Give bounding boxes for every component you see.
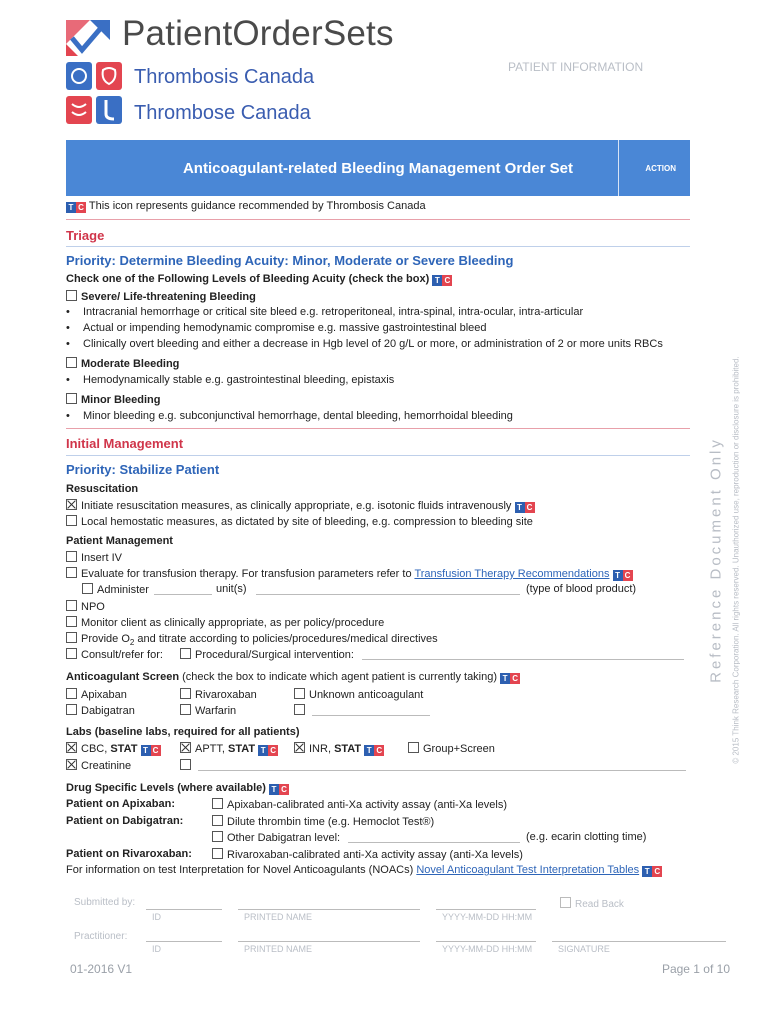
reference-watermark: Reference Document Only: [707, 437, 725, 683]
rivaroxaban-patient-label: Patient on Rivaroxaban:: [66, 848, 192, 860]
noac-tables-link[interactable]: Novel Anticoagulant Test Interpretation Tables: [416, 864, 640, 876]
severe-bleeding-checkbox[interactable]: [66, 290, 77, 301]
resuscitation-option-2[interactable]: Local hemostatic measures, as dictated by site of bleeding, e.g. compression to bleeding site: [66, 515, 533, 528]
patient-management-label: Patient Management: [66, 535, 173, 547]
moderate-bleeding-checkbox[interactable]: [66, 357, 77, 368]
resuscitation-label: Resuscitation: [66, 483, 139, 495]
divider: [66, 428, 690, 429]
administer-amount-field[interactable]: [154, 594, 212, 595]
transfusion-option[interactable]: Evaluate for transfusion therapy. For transfusion parameters refer to Transfusion Therapy Recommendations T C: [66, 567, 633, 581]
practitioner-date-field[interactable]: [436, 941, 536, 942]
administer-option[interactable]: Administer: [82, 583, 149, 596]
title-banner: [66, 140, 690, 196]
units-field[interactable]: [256, 594, 520, 595]
rivaroxaban-test-option[interactable]: Rivaroxaban-calibrated anti-Xa activity assay (anti-Xa levels): [212, 848, 523, 861]
date-caption: YYYY-MM-DD HH:MM: [442, 912, 533, 922]
rivaroxaban-option[interactable]: Rivaroxaban: [180, 688, 257, 701]
group-screen-option[interactable]: Group+Screen: [408, 742, 495, 755]
procedural-field[interactable]: [362, 659, 684, 660]
apixaban-checkbox[interactable]: [66, 688, 77, 699]
thrombosis-canada-logo-icon: [66, 62, 124, 126]
patient-information-label: PATIENT INFORMATION: [508, 60, 644, 74]
tc-guidance-icon: T C: [258, 745, 278, 756]
org-name-fr: Thrombose Canada: [134, 102, 311, 124]
procedural-checkbox[interactable]: [180, 648, 191, 659]
creatinine-option[interactable]: Creatinine: [66, 759, 131, 772]
divider: [66, 219, 690, 220]
brand-name: PatientOrderSets: [122, 14, 394, 53]
npo-checkbox[interactable]: [66, 600, 77, 611]
minor-bleeding-checkbox[interactable]: [66, 393, 77, 404]
other-dabigatran-checkbox[interactable]: [212, 831, 223, 842]
apixaban-test-checkbox[interactable]: [212, 798, 223, 809]
consult-checkbox[interactable]: [66, 648, 77, 659]
id-caption: ID: [152, 912, 161, 922]
tc-guidance-icon: T C: [642, 866, 662, 877]
patientordersets-logo-icon: [66, 16, 110, 56]
printed-name-caption: PRINTED NAME: [244, 944, 313, 954]
page-title: Anticoagulant-related Bleeding Management Order Set: [182, 160, 574, 177]
apixaban-option[interactable]: Apixaban: [66, 688, 127, 701]
minor-bleeding-option[interactable]: Minor Bleeding: [66, 393, 160, 406]
warfarin-checkbox[interactable]: [180, 704, 191, 715]
units-label: unit(s): [216, 583, 247, 595]
practitioner-signature-field[interactable]: [552, 941, 726, 942]
date-caption: YYYY-MM-DD HH:MM: [442, 944, 533, 954]
aptt-option[interactable]: APTT, STAT T C: [180, 742, 278, 756]
monitor-checkbox[interactable]: [66, 616, 77, 627]
npo-option[interactable]: NPO: [66, 600, 105, 613]
org-name-en: Thrombosis Canada: [134, 66, 315, 88]
apixaban-test-option[interactable]: Apixaban-calibrated anti-Xa activity assay (anti-Xa levels): [212, 798, 507, 811]
oxygen-checkbox[interactable]: [66, 632, 77, 643]
oxygen-option[interactable]: Provide $O_2$ and titrate according to policies/procedures/medical directives: [66, 632, 438, 647]
other-lab-field[interactable]: [198, 770, 686, 771]
dabigatran-test-option[interactable]: Dilute thrombin time (e.g. Hemoclot Test®): [212, 815, 434, 828]
dabigatran-patient-label: Patient on Dabigatran:: [66, 815, 184, 827]
list-item: • Minor bleeding e.g. subconjunctival hemorrhage, dental bleeding, hemorrhoidal bleeding: [66, 410, 513, 422]
resuscitation-option-1[interactable]: Initiate resuscitation measures, as clinically appropriate, e.g. isotonic fluids intravenously T C: [66, 499, 535, 513]
tc-guidance-icon: T C: [269, 784, 289, 795]
rivaroxaban-test-checkbox[interactable]: [212, 848, 223, 859]
transfusion-recommendations-link[interactable]: Transfusion Therapy Recommendations: [414, 568, 610, 580]
list-item: • Actual or impending hemodynamic compromise e.g. massive gastrointestinal bleed: [66, 322, 487, 334]
cbc-option[interactable]: CBC, STAT T C: [66, 742, 161, 756]
practitioner-name-field[interactable]: [238, 941, 420, 942]
action-column: [618, 140, 690, 196]
list-item: • Hemodynamically stable e.g. gastrointestinal bleeding, epistaxis: [66, 374, 395, 386]
tc-guidance-icon: T C: [500, 673, 520, 684]
anticoagulant-screen-label: Anticoagulant Screen (check the box to indicate which agent patient is currently taking) T C: [66, 671, 520, 684]
icon-note: [66, 200, 426, 213]
other-dabigatran-field[interactable]: [348, 842, 520, 843]
practitioner-label: Practitioner:: [74, 931, 128, 942]
icon-note-text: This icon represents guidance recommended by Thrombosis Canada: [88, 200, 426, 212]
other-lab-option[interactable]: [180, 759, 195, 772]
read-back-option[interactable]: Read Back: [560, 897, 624, 910]
submitted-name-field[interactable]: [238, 909, 420, 910]
blood-type-label: (type of blood product): [526, 583, 637, 595]
version-label: 01-2016 V1: [70, 962, 133, 976]
ecarin-note: (e.g. ecarin clotting time): [526, 831, 647, 843]
aptt-checkbox[interactable]: [180, 742, 191, 753]
transfusion-checkbox[interactable]: [66, 567, 77, 578]
list-item: • Clinically overt bleeding and either a decrease in Hgb level of 20 g/L or more, or administration of 2 or more units RBCs: [66, 338, 663, 350]
submitted-by-label: Submitted by:: [74, 897, 136, 908]
tc-guidance-icon: T C: [66, 202, 86, 213]
inr-checkbox[interactable]: [294, 742, 305, 753]
tc-guidance-icon: T C: [613, 570, 633, 581]
printed-name-caption: PRINTED NAME: [244, 912, 313, 922]
cbc-checkbox[interactable]: [66, 742, 77, 753]
page-number: Page 1 of 10: [661, 962, 730, 976]
unknown-anticoagulant-option[interactable]: Unknown anticoagulant: [294, 688, 423, 701]
labs-label: Labs (baseline labs, required for all patients): [66, 726, 300, 738]
consult-option[interactable]: Consult/refer for:: [66, 648, 163, 661]
other-dabigatran-option[interactable]: Other Dabigatran level:: [212, 831, 340, 844]
submitted-id-field[interactable]: [146, 909, 222, 910]
section-triage-heading: Triage: [66, 228, 105, 243]
hemostatic-checkbox[interactable]: [66, 515, 77, 526]
warfarin-option[interactable]: Warfarin: [180, 704, 236, 717]
copyright-notice: © 2015 Think Research Corporation. All rights reserved. Unauthorized use, reproduction or disclosure is prohibited.: [731, 356, 741, 764]
other-lab-checkbox[interactable]: [180, 759, 191, 770]
group-screen-checkbox[interactable]: [408, 742, 419, 753]
rivaroxaban-checkbox[interactable]: [180, 688, 191, 699]
other-anticoagulant-checkbox[interactable]: [294, 704, 305, 715]
insert-iv-checkbox[interactable]: [66, 551, 77, 562]
tc-guidance-icon: T C: [515, 502, 535, 513]
resuscitation-checkbox[interactable]: [66, 499, 77, 510]
noac-info: For information on test Interpretation for Novel Anticoagulants (NOACs) Novel Anticoagulant Test Interpretation Tables T C: [66, 864, 662, 877]
submitted-date-field[interactable]: [436, 909, 536, 910]
triage-priority: Priority: Determine Bleeding Acuity: Minor, Moderate or Severe Bleeding: [66, 253, 514, 268]
creatinine-checkbox[interactable]: [66, 759, 77, 770]
other-anticoagulant-field[interactable]: [312, 715, 430, 716]
apixaban-patient-label: Patient on Apixaban:: [66, 798, 175, 810]
dabigatran-option[interactable]: Dabigatran: [66, 704, 135, 717]
drug-levels-label: Drug Specific Levels (where available) T C: [66, 782, 289, 795]
monitor-option[interactable]: Monitor client as clinically appropriate, as per policy/procedure: [66, 616, 384, 629]
other-anticoagulant-option[interactable]: [294, 704, 309, 717]
administer-checkbox[interactable]: [82, 583, 93, 594]
acuity-prompt: Check one of the Following Levels of Bleeding Acuity (check the box) T C: [66, 273, 452, 286]
severe-bleeding-option[interactable]: Severe/ Life-threatening Bleeding: [66, 290, 256, 303]
procedural-option[interactable]: Procedural/Surgical intervention:: [180, 648, 354, 661]
action-label: ACTION: [645, 164, 676, 173]
tc-guidance-icon: T C: [364, 745, 384, 756]
initial-priority: Priority: Stabilize Patient: [66, 462, 220, 477]
signature-caption: SIGNATURE: [558, 944, 610, 954]
insert-iv-option[interactable]: Insert IV: [66, 551, 122, 564]
unknown-anticoagulant-checkbox[interactable]: [294, 688, 305, 699]
list-item: • Intracranial hemorrhage or critical site bleed e.g. retroperitoneal, intra-spinal, intra-ocular, intra-articular: [66, 306, 584, 318]
inr-option[interactable]: INR, STAT T C: [294, 742, 384, 756]
moderate-bleeding-option[interactable]: Moderate Bleeding: [66, 357, 179, 370]
dabigatran-test-checkbox[interactable]: [212, 815, 223, 826]
tc-guidance-icon: T C: [432, 275, 452, 286]
divider: [66, 455, 690, 456]
section-initial-management-heading: Initial Management: [66, 436, 184, 451]
id-caption: ID: [152, 944, 161, 954]
practitioner-id-field[interactable]: [146, 941, 222, 942]
read-back-checkbox[interactable]: [560, 897, 571, 908]
dabigatran-checkbox[interactable]: [66, 704, 77, 715]
divider: [66, 246, 690, 247]
tc-guidance-icon: T C: [141, 745, 161, 756]
